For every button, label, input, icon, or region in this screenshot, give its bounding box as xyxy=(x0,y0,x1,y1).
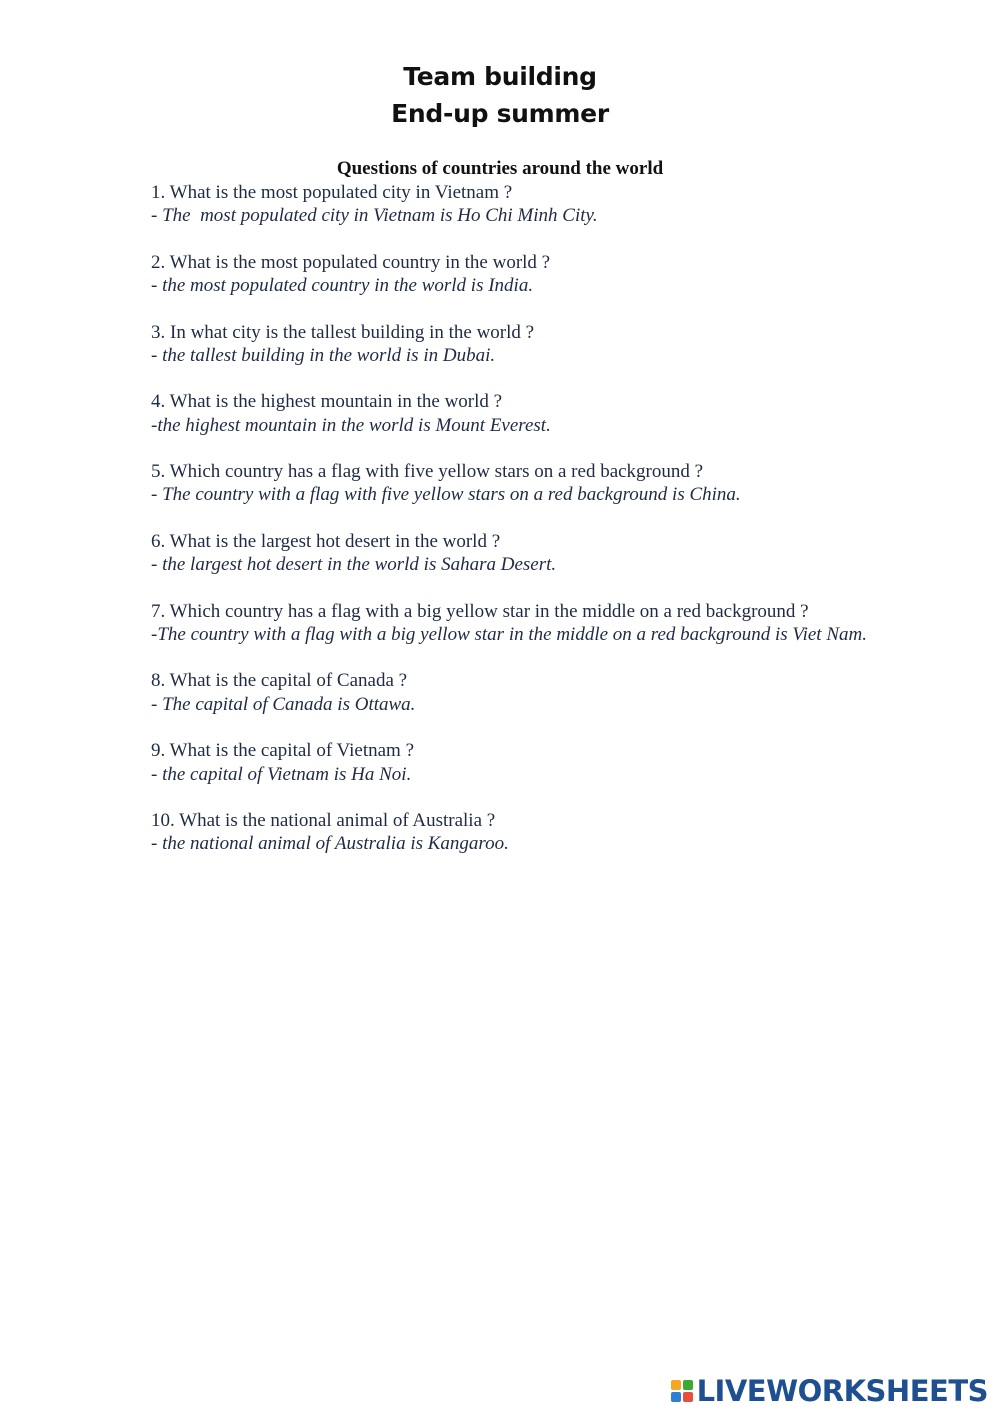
qa-item-10 xyxy=(151,809,871,856)
question-10: 10. What is the national animal of Australia ? xyxy=(151,810,496,832)
question-3: 3. In what city is the tallest building in the world ? xyxy=(151,321,535,343)
question-7: 7. Which country has a flag with a big yellow star in the middle on a red background ? xyxy=(151,600,809,622)
logo-square-1 xyxy=(671,1380,681,1390)
qa-item-9 xyxy=(151,739,871,786)
question-1: 1. What is the most populated city in Vietnam ? xyxy=(151,182,513,203)
answer-7: -The country with a flag with a big yellow star in the middle on a red background is Viet Nam. xyxy=(151,623,867,645)
brand-watermark xyxy=(671,1374,988,1408)
qa-item-4 xyxy=(151,390,871,437)
question-5: 5. Which country has a flag with five yellow stars on a red background ? xyxy=(151,461,704,483)
qa-item-8 xyxy=(151,669,871,716)
question-6: 6. What is the largest hot desert in the world ? xyxy=(151,530,501,552)
answer-6: - the largest hot desert in the world is Sahara Desert. xyxy=(151,554,557,576)
question-2: 2. What is the most populated country in the world ? xyxy=(151,251,551,273)
qa-item-7 xyxy=(151,600,871,647)
qa-item-6 xyxy=(151,530,871,577)
page-title-line1: Team building xyxy=(403,62,597,91)
answer-5: - The country with a flag with five yellow stars on a red background is China. xyxy=(151,484,741,506)
qa-item-5 xyxy=(151,460,871,507)
answer-4: -the highest mountain in the world is Mount Everest. xyxy=(151,414,551,436)
qa-list xyxy=(151,181,871,879)
section-subtitle: Questions of countries around the world xyxy=(336,158,664,179)
logo-square-4 xyxy=(683,1392,693,1402)
logo-square-3 xyxy=(671,1392,681,1402)
answer-3: - the tallest building in the world is in Dubai. xyxy=(151,344,496,366)
answer-1: - The most populated city in Vietnam is Ho Chi Minh City. xyxy=(151,205,598,227)
answer-8: - The capital of Canada is Ottawa. xyxy=(151,693,416,715)
question-9: 9. What is the capital of Vietnam ? xyxy=(151,740,415,762)
qa-item-1 xyxy=(151,181,871,228)
question-4: 4. What is the highest mountain in the world ? xyxy=(151,391,503,413)
brand-text: LIVEWORKSHEETS xyxy=(696,1374,988,1408)
page-title-line2: End-up summer xyxy=(391,99,609,128)
answer-9: - the capital of Vietnam is Ha Noi. xyxy=(151,763,412,785)
qa-item-3 xyxy=(151,321,871,368)
logo-square-2 xyxy=(683,1380,693,1390)
answer-2: - the most populated country in the world is India. xyxy=(151,275,534,297)
question-8: 8. What is the capital of Canada ? xyxy=(151,670,408,692)
qa-item-2 xyxy=(151,251,871,298)
answer-10: - the national animal of Australia is Kangaroo. xyxy=(151,833,509,855)
liveworksheets-logo-icon xyxy=(671,1380,693,1402)
